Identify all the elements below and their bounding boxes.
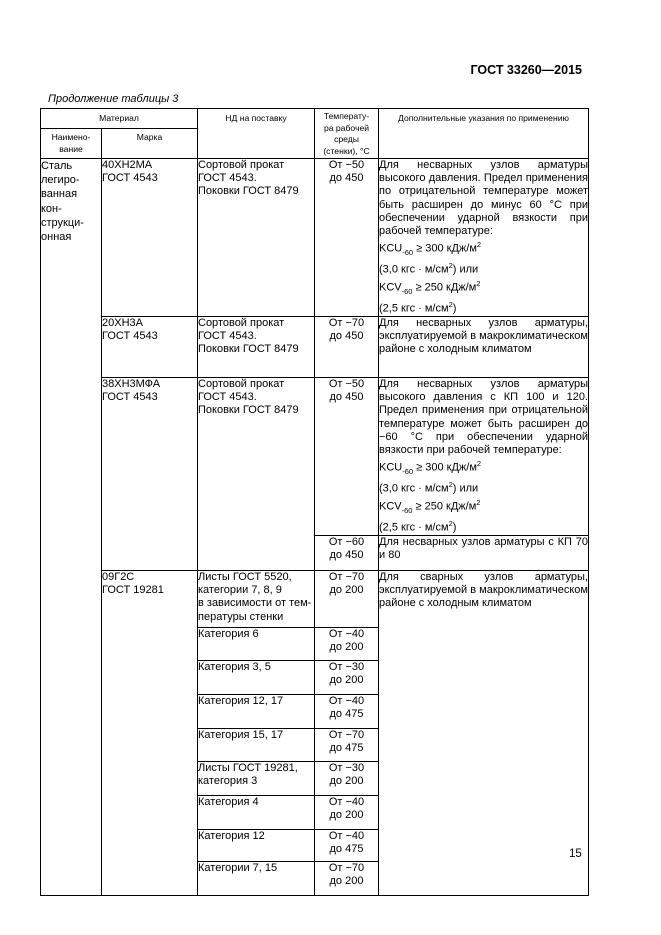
- grade-cell: 38ХН3МФА ГОСТ 4543: [102, 378, 198, 571]
- nd-cell: Категория 12: [198, 830, 315, 862]
- notes-cell: Для несварных узлов арматуры с КП 70 и 80: [379, 536, 589, 571]
- nd-cell: Сортовой прокат ГОСТ 4543. Поковки ГОСТ 8479: [198, 378, 315, 571]
- nd-cell: Категория 6: [198, 628, 315, 661]
- notes-cell: Для сварных узлов арматуры, эксплуатируемой в макроклиматическом районе с холодным климатом: [379, 571, 589, 896]
- nd-cell: Категория 12, 17: [198, 695, 315, 729]
- header-row-1: [41, 109, 589, 129]
- header-grade: Марка: [102, 129, 198, 159]
- nd-cell: Листы ГОСТ 19281, категория 3: [198, 762, 315, 796]
- header-temperature: Температу- ра рабочей среды (стенки), °С: [315, 109, 379, 159]
- nd-cell: Сортовой прокат ГОСТ 4543. Поковки ГОСТ 8479: [198, 317, 315, 378]
- nd-cell: Категории 7, 15: [198, 862, 315, 896]
- table-row: [41, 159, 589, 317]
- nd-cell: Категория 4: [198, 796, 315, 830]
- material-name-cell: Сталь легиро- ванная кон- струкци- онная: [41, 159, 102, 896]
- temp-cell: От −50 до 450: [315, 378, 379, 536]
- temp-cell: От −60 до 450: [315, 536, 379, 571]
- standard-code: ГОСТ 33260—2015: [470, 63, 582, 77]
- temp-cell: От −70 до 200: [315, 862, 379, 896]
- temp-cell: От −40 до 475: [315, 830, 379, 862]
- table-row: [41, 571, 589, 628]
- grade-cell: 20ХН3А ГОСТ 4543: [102, 317, 198, 378]
- page-number: 15: [569, 848, 582, 860]
- temp-cell: От −50 до 450: [315, 159, 379, 317]
- table-row: [41, 378, 589, 536]
- temp-cell: От −70 до 200: [315, 571, 379, 628]
- continuation-label: Продолжение таблицы 3: [48, 93, 179, 105]
- header-notes: Дополнительные указания по применению: [379, 109, 589, 159]
- header-nd: НД на поставку: [198, 109, 315, 159]
- nd-cell: Категория 3, 5: [198, 661, 315, 695]
- header-name: Наимено- вание: [41, 129, 102, 159]
- temp-cell: От −40 до 475: [315, 695, 379, 729]
- grade-cell: 40ХН2МА ГОСТ 4543: [102, 159, 198, 317]
- nd-cell: Сортовой прокат ГОСТ 4543. Поковки ГОСТ 8479: [198, 159, 315, 317]
- temp-cell: От −30 до 200: [315, 762, 379, 796]
- notes-cell: Для несварных узлов арматуры высокого давления. Предел применения по отрицательной температуре может быть расширен до минус 60 °С при обеспечении ударной вязкости при рабочей температуре: $KCU_{-60} \ge 300$ кДж/$м^2$ (3,0 кгс · $м/см^2$) или $KCV_{-60} \ge 250$ кДж/$м^2$ (2,5 кгс · $м/см^2$): [379, 159, 588, 315]
- table-row: [41, 317, 589, 378]
- materials-table: [40, 108, 589, 896]
- temp-cell: От −40 до 200: [315, 628, 379, 661]
- notes-cell: Для несварных узлов арматуры, эксплуатируемой в макроклиматическом районе с холодным климатом: [379, 317, 589, 378]
- header-material: Материал: [41, 109, 198, 129]
- nd-cell: Категория 15, 17: [198, 729, 315, 762]
- temp-cell: От −30 до 200: [315, 661, 379, 695]
- temp-cell: От −70 до 450: [315, 317, 379, 378]
- temp-cell: От −40 до 200: [315, 796, 379, 830]
- temp-cell: От −70 до 475: [315, 729, 379, 762]
- nd-cell: Листы ГОСТ 5520, категории 7, 8, 9 в зависимости от тем- пературы стенки: [198, 571, 315, 628]
- grade-cell: 09Г2С ГОСТ 19281: [102, 571, 198, 896]
- notes-cell: Для несварных узлов арматуры высокого давления с КП 100 и 120. Предел применения при отрицательной температуре может быть расширен до −60 °С при обеспечении ударной вязкости при рабочей температуре: $KCU_{-60} \ge 300$ кДж/$м^2$ (3,0 кгс · $м/см^2$) или $KCV_{-60} \ge 250$ кДж/$м^2$ (2,5 кгс · $м/см^2$): [379, 378, 588, 534]
